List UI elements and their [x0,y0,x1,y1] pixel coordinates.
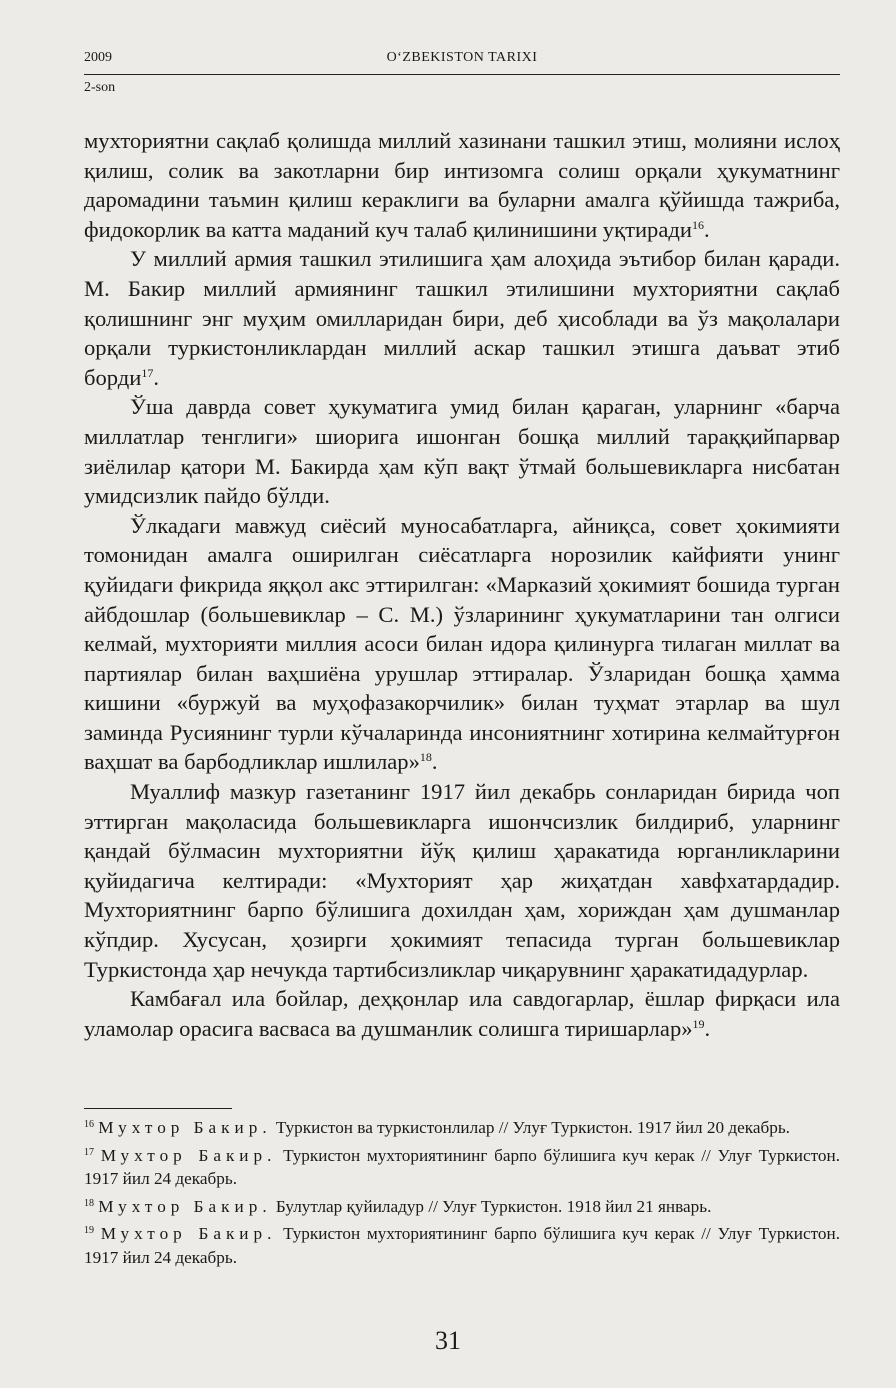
page-number: 31 [435,1326,461,1355]
footnote: $^{18}$ Мухтор Бакир. Булутлар қуйиладур // Улуғ Туркистон. 1918 йил 21 январь. [84,1196,712,1216]
paragraph: Муаллиф мазкур газетанинг 1917 йил декабрь сонларидан бирида чоп эттирган мақоласида большевикларга ишончсизлик билдириб, уларнинг қандай бўлмасин мухториятни йўқ қилиш ҳаракатида юрганликларини қуйидагича келтиради: «Мухторият ҳар жиҳатдан хавфхатардадир. Мухториятнинг барпо бўлишига дохилдан ҳам, хориждан ҳам душманлар кўпдир. Хусусан, ҳозирги ҳокимият тепасида турган большевиклар Туркистонда ҳар нечукда тартибсизликлар чиқарувнинг ҳаракатидадурлар. [84,779,840,982]
footnotes [84,1116,840,1273]
header-rule [84,74,840,75]
footnote-author: Мухтор Бакир. [100,1145,277,1165]
footnote-ref: 17 [141,365,154,380]
footnote-ref: 16 [691,217,704,232]
footnote-author: Мухтор Бакир. [98,1118,272,1137]
footnote: $^{17}$ Мухтор Бакир. Туркистон мухториятининг барпо бўлишига куч керак // Улуғ Туркистон. 1917 йил 24 декабрь. [84,1145,840,1188]
article-body [84,126,840,1043]
paragraph: Камбағал ила бойлар, деҳқонлар ила савдогарлар, ёшлар фирқаси ила уламолар орасига васваса ва душманлик солишга тиришарлар»$^{19}$. [84,986,840,1041]
header-year: 2009 [84,50,112,65]
paragraph: У миллий армия ташкил этилишига ҳам алоҳида эътибор билан қаради. М. Бакир миллий армиянинг ташкил этилишини мухториятни сақлаб қолишнинг энг муҳим омилларидан бири, деб ҳисоблади ва ўз мақолалари орқали туркистонликлардан миллий аскар ташкил этишга даъват этиб борди$^{17}$. [84,246,840,390]
paragraph: Ўша даврда совет ҳукуматига умид билан қараган, уларнинг «барча миллатлар тенглиги» шиорига ишонган бошқа миллий тараққийпарвар зиёлилар қатори М. Бакирда ҳам кўп вақт ўтмай большевикларга нисбатан умидсизлик пайдо бўлди. [84,394,840,509]
paragraph: Ўлкадаги мавжуд сиёсий муносабатларга, айниқса, совет ҳокимияти томонидан амалга оширилган сиёсатларга норозилик кайфияти унинг қуйидаги фикрида яққол акс эттирилган: «Марказий ҳокимият бошида турган айбдошлар (большевиклар – С. М.) ўзларининг ҳукуматларини тан олгиси келмай, мухторияти миллия асоси билан идора қилинурга тилаган миллат ва партиялар билан ваҳшиёна урушлар эттиралар. Ўзларидан бошқа ҳамма кишини «буржуй ва муҳофазакорчилик» билан туҳмат этарлар ва шул заминда Русиянинг турли кўчаларинда инсониятнинг хотирина келмайтурғон ваҳшат ва барбодликлар ишлилар»$^{18}$. [84,512,840,775]
footnote-author: Мухтор Бакир. [100,1224,277,1243]
footnote: $^{16}$ Мухтор Бакир. Туркистон ва туркистонлилар // Улуғ Туркистон. 1917 йил 20 декабрь. [84,1118,790,1137]
footnote-author: Мухтор Бакир. [98,1196,272,1216]
footnote: $^{19}$ Мухтор Бакир. Туркистон мухториятининг барпо бўлишига куч керак // Улуғ Туркистон. 1917 йил 24 декабрь. [84,1224,840,1267]
footnote-rule [84,1108,232,1109]
paragraph: мухториятни сақлаб қолишда миллий хазинани ташкил этиш, молияни ислоҳ қилиш, солик ва закотларни бир интизомга солиш орқали ҳукуматнинг даромадини таъмин қилиш кераклиги ва буларни амалга қўйишда тажриба, фидокорлик ва катта маданий куч талаб қилинишини уқтиради$^{16}$. [84,128,840,242]
footnote-ref: 18 [419,750,432,765]
journal-title: O‘ZBEKISTON TARIXI [386,50,538,65]
header-issue: 2-son [84,80,116,95]
footnote-ref: 19 [692,1016,705,1031]
running-header [84,50,840,78]
